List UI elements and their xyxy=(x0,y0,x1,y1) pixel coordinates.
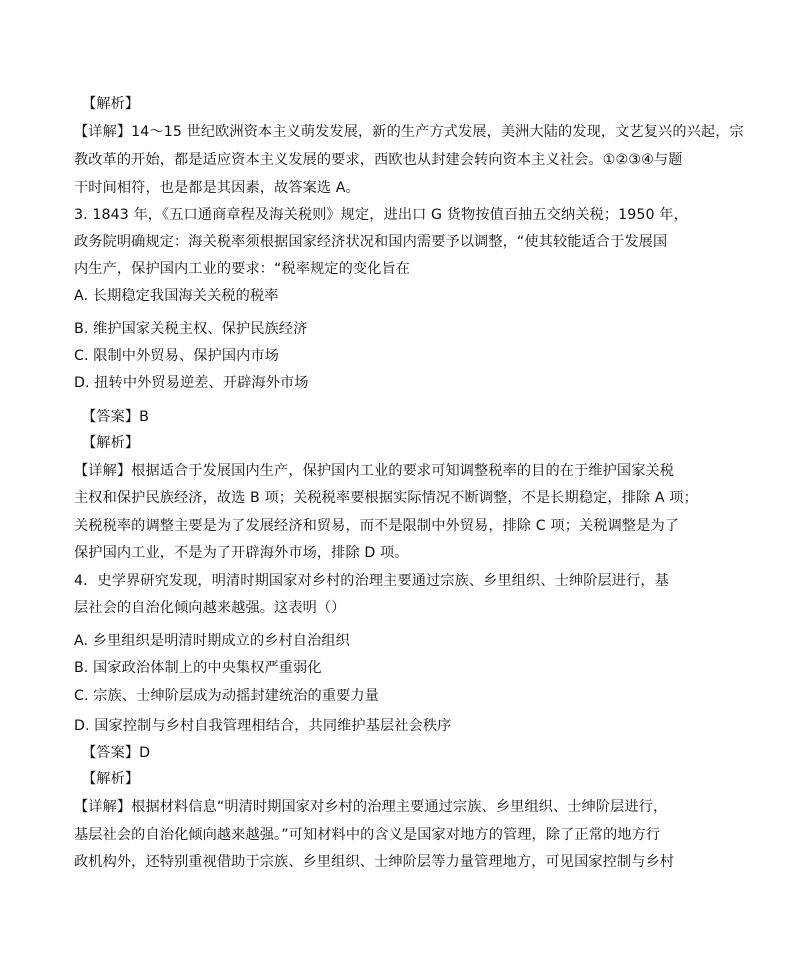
analysis-heading-1: 【解析】 xyxy=(82,96,140,112)
question-3-line-1: 3. 1843 年，《五口通商章程及海关税则》规定，进出口 G 货物按值百抽五交纳关税；1950 年， xyxy=(74,207,688,223)
explanation-3-line-3: 关税税率的调整主要是为了发展经济和贸易，而不是限制中外贸易，排除 C 项；关税调整是为了 xyxy=(74,518,680,534)
analysis-heading-3: 【解析】 xyxy=(82,435,140,451)
analysis-heading-4: 【解析】 xyxy=(82,771,140,787)
answer-3: 【答案】B xyxy=(82,409,149,425)
question-4-line-1: 4．史学界研究发现，明清时期国家对乡村的治理主要通过宗族、乡里组织、士绅阶层进行，基 xyxy=(74,573,669,589)
question-4-option-b: B. 国家政治体制上的中央集权严重弱化 xyxy=(74,660,322,676)
explanation-4-line-3: 政机构外，还特别重视借助于宗族、乡里组织、士绅阶层等力量管理地方，可见国家控制与乡村 xyxy=(74,854,675,870)
question-4-line-2: 层社会的自治化倾向越来越强。这表明（） xyxy=(74,600,346,616)
explanation-3-line-1: 【详解】根据适合于发展国内生产，保护国内工业的要求可知调整税率的目的在于维护国家关税 xyxy=(74,463,675,479)
explanation-1-line-3: 干时间相符，也是都是其因素，故答案选 A。 xyxy=(74,180,360,196)
question-3-line-2: 政务院明确规定：海关税率须根据国家经济状况和国内需要予以调整，“使其较能适合于发展国 xyxy=(74,234,668,250)
question-4-option-d: D. 国家控制与乡村自我管理相结合，共同维护基层社会秩序 xyxy=(74,718,452,734)
explanation-3-line-4: 保护国内工业，不是为了开辟海外市场，排除 D 项。 xyxy=(74,545,409,561)
question-3-option-d: D. 扭转中外贸易逆差、开辟海外市场 xyxy=(74,375,309,391)
answer-4: 【答案】D xyxy=(82,745,151,761)
explanation-1-line-2: 教改革的开始，都是适应资本主义发展的要求，西欧也从封建会转向资本主义社会。①②③④与题 xyxy=(74,152,683,168)
explanation-4-line-1: 【详解】根据材料信息“明清时期国家对乡村的治理主要通过宗族、乡里组织、士绅阶层进行， xyxy=(74,799,668,815)
question-3-option-b: B. 维护国家关税主权、保护民族经济 xyxy=(74,321,308,337)
explanation-1-line-1: 【详解】14～15 世纪欧洲资本主义萌发发展，新的生产方式发展，美洲大陆的发现，文艺复兴的兴起，宗 xyxy=(74,124,744,140)
question-3-option-a: A. 长期稳定我国海关关税的税率 xyxy=(74,288,279,304)
question-4-option-a: A. 乡里组织是明清时期成立的乡村自治组织 xyxy=(74,633,350,649)
explanation-4-line-2: 基层社会的自治化倾向越来越强。”可知材料中的含义是国家对地方的管理，除了正常的地方行 xyxy=(74,827,661,843)
explanation-3-line-2: 主权和保护民族经济，故选 B 项；关税税率要根据实际情况不断调整，不是长期稳定，排除 A 项； xyxy=(74,490,698,506)
question-4-option-c: C. 宗族、士绅阶层成为动摇封建统治的重要力量 xyxy=(74,688,379,704)
question-3-option-c: C. 限制中外贸易、保护国内市场 xyxy=(74,348,279,364)
question-3-line-3: 内生产，保护国内工业的要求：“税率规定的变化旨在 xyxy=(74,261,411,277)
